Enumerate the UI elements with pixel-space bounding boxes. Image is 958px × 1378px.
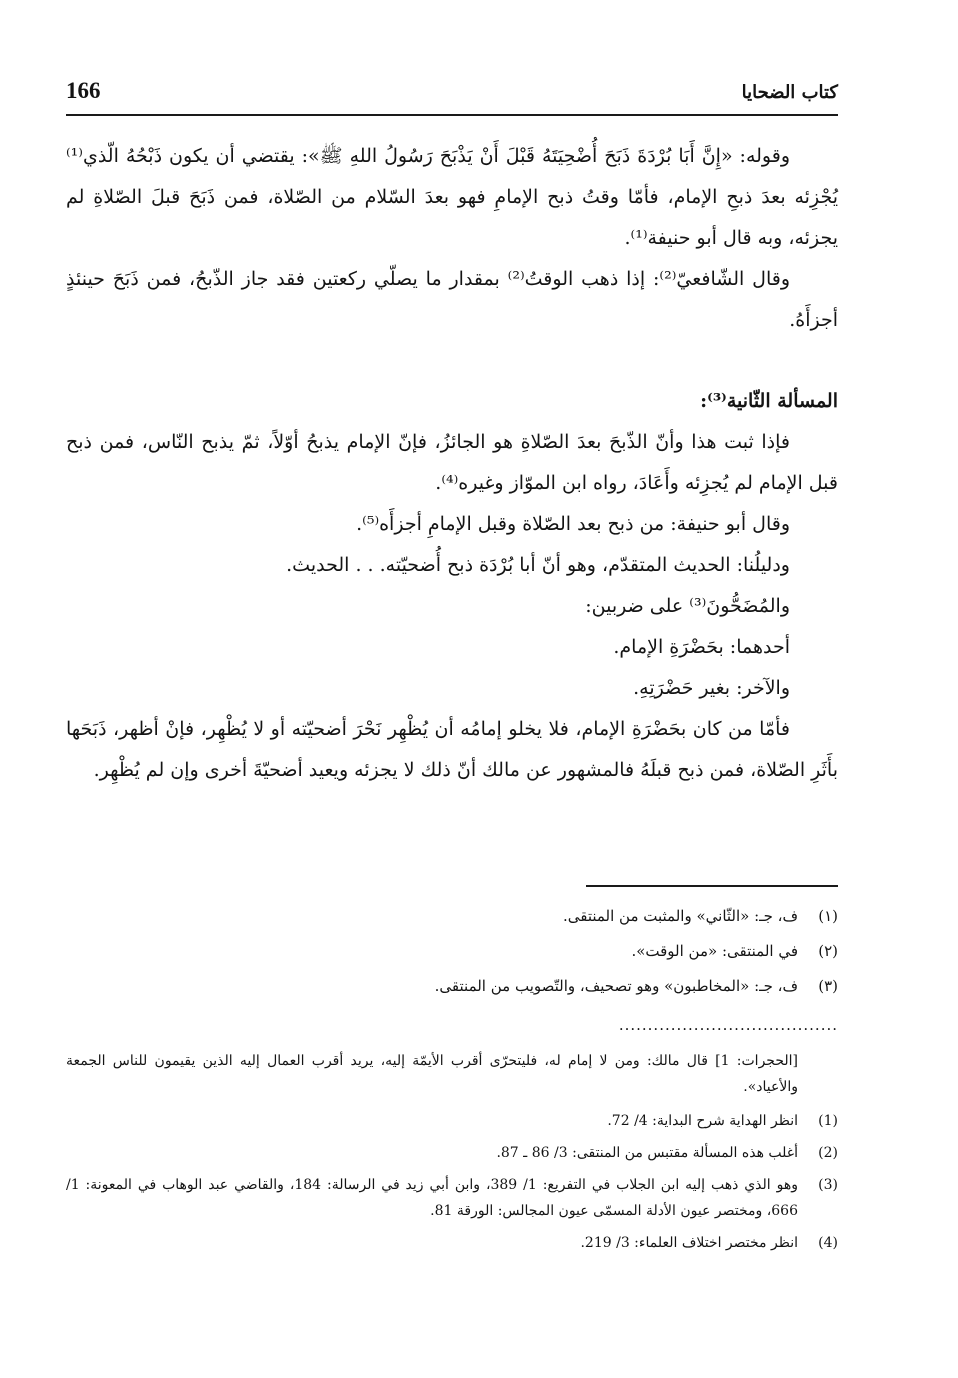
footnote-number: (١) [818,907,838,925]
footnote-number: (4) [818,1235,838,1251]
page-number: 166 [66,78,101,103]
paragraph: والآخر: بغير حَضْرَتِهِ. [633,677,790,699]
paragraph: وقال أبو حنيفة: من ذبح بعد الصّلاة وقبل الإمامِ أجزأَه⁽⁵⁾. [356,513,790,535]
footnote-text: انظر مختصر اختلاف العلماء: 3/ 219. [580,1235,798,1251]
page-header [66,78,838,116]
main-text [66,136,838,791]
section-heading: المسألة الثّانية⁽³⁾: [700,390,838,412]
footnote-text: وهو الذي ذهب إليه ابن الجلاب في التفريع: 1/ 389، وابن أبي زيد في الرسالة: 184، والقاضي عبد الوهاب في المعونة: 1/ 666، ومختصر عيون الأدلة المسمّى عيون المجالس: الورقة 81. [66,1177,798,1219]
footnote-number: (2) [818,1145,838,1161]
paragraph: والمُضَحُّونَ⁽³⁾ على ضربين: [585,595,790,617]
footnotes-editor [66,899,838,1004]
footnote-text: ف، جـ: «المخاطبون» وهو تصحيف، والتّصويب من المنتقى. [434,977,798,995]
paragraph: وقال الشّافعيّ⁽²⁾: إذا ذهب الوقتُ⁽²⁾ بمقدار ما يصلّي ركعتين فقد جاز الذّبحُ، فمن ذَبَحَ حينئذٍ أجزأَهُ. [66,268,838,331]
paragraph: فأمّا من كان بحَضْرَةِ الإمام، فلا يخلو إمامُه أن يُظْهِر نَحْرَ أضحيّته أو لا يُظْهِر، فإنْ أظهر، ذَبَحَها بأَثَرِ الصّلاة، فمن ذبح قبلَهُ فالمشهور عن مالك أنّ ذلك لا يجزئه ويعيد أضحيّةَ أخرى وإن لم يُظْهِر. [66,718,838,781]
footnote-text: انظر الهداية شرح البداية: 4/ 72. [607,1113,798,1129]
dotted-separator: ...................................... [618,1016,838,1034]
footnote-text: ف، جـ: «الثّاني» والمثبت من المنتقى. [562,907,798,925]
footnote-item [66,899,838,934]
paragraph: ودليلُنا: الحديث المتقدّم، وهو أنّ أبا بُرْدَة ذبح أُضحيّته. . . الحديث. [286,554,790,576]
footnote-number: (3) [818,1177,838,1193]
running-title: كتاب الضحايا [741,82,838,103]
footnote-item [66,1140,838,1166]
footnote-continuation: [الحجرات: 1] قال مالك: ومن لا إمام له، فليتحرّى أقرب الأيمّة إليه، يريد أقرب العمال إليه الذين يقيمون للناس الجمعة والأعياد». [66,1053,798,1095]
footnote-number: (1) [818,1113,838,1129]
paragraph: أحدهما: بحَضْرَةِ الإمام. [613,636,790,658]
footnote-number: (٣) [818,977,838,995]
footnotes-investigator [66,1048,838,1262]
footnote-text: في المنتقى: «من الوقت». [631,942,798,960]
footnote-item [66,1230,838,1256]
footnote-item [66,1108,838,1134]
footnote-separator [586,885,838,887]
paragraph: فإذا ثبت هذا وأنّ الذّبحَ بعدَ الصّلاةِ هو الجائزُ، فإنّ الإمام يذبحُ أوّلاً، ثمّ يذبح النّاس، فمن ذبح قبل الإمام لم يُجزِئه وأَعَادَ، رواه ابن الموّاز وغيره⁽⁴⁾. [66,431,838,494]
paragraph: وقوله: «إِنَّ أَبَا بُرْدَةَ ذَبَحَ أُضْحِيَتَهُ قَبْلَ أَنْ يَذْبَحَ رَسُولُ اللهِ ﷺ»: يقتضي أن يكون ذَبْحُهُ الّذي⁽¹⁾ يُجْزِئه بعدَ ذبحِ الإمام، فأمّا وقتُ ذبح الإمامِ فهو بعدَ السّلام من الصّلاة، فمن ذَبَحَ قبلَ الصّلاةِ لم يجزئه، وبه قال أبو حنيفة⁽¹⁾. [66,145,838,249]
footnote-item [66,934,838,969]
footnote-item [66,1172,838,1224]
footnote-number: (٢) [818,942,838,960]
footnote-text: أغلب هذه المسألة مقتبس من المنتقى: 3/ 86 ـ 87. [496,1145,798,1161]
footnote-item [66,969,838,1004]
